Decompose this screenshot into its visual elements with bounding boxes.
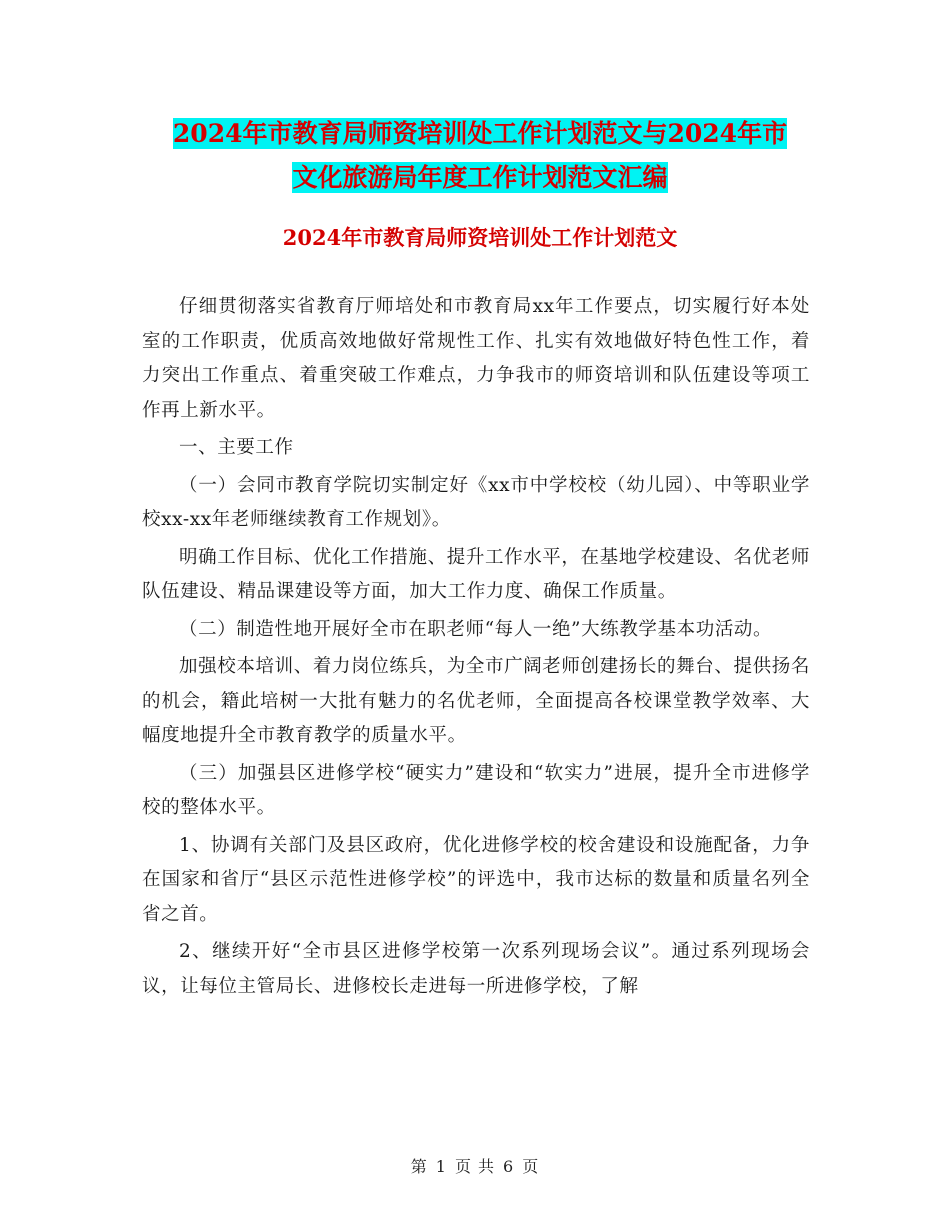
paragraph: 仔细贯彻落实省教育厅师培处和市教育局xx年工作要点，切实履行好本处室的工作职责，优质高效地做好常规性工作、扎实有效地做好特色性工作，着力突出工作重点、着重突破工作难点，力争我市的师资培训和队伍建设等项工作再上新水平。 <box>142 296 810 421</box>
footer-suffix: 页 <box>522 1157 540 1176</box>
paragraph: （二）制造性地开展好全市在职老师“每人一绝”大练教学基本功活动。 <box>179 618 773 640</box>
paragraph: 一、主要工作 <box>179 437 294 458</box>
paragraph: （三）加强县区进修学校“硬实力”建设和“软实力”进展，提升全市进修学校的整体水平。 <box>142 762 810 818</box>
footer-total-pages: 6 <box>503 1157 515 1176</box>
document-body <box>142 290 810 1007</box>
footer-current-page: 1 <box>435 1157 447 1176</box>
page-footer <box>0 1154 950 1177</box>
paragraph: （一）会同市教育学院切实制定好《xx市中学校校（幼儿园）、中等职业学校xx-xx年老师继续教育工作规划》。 <box>142 474 810 530</box>
document-title-line-2: 文化旅游局年度工作计划范文汇编 <box>292 163 668 192</box>
paragraph: 2、继续开好“全市县区进修学校第一次系列现场会议”。通过系列现场会议，让每位主管局长、进修校长走进每一所进修学校，了解 <box>142 941 810 997</box>
document-title <box>140 112 820 200</box>
footer-middle: 页 共 <box>454 1157 496 1176</box>
paragraph: 加强校本培训、着力岗位练兵，为全市广阔老师创建扬长的舞台、提供扬名的机会，籍此培树一大批有魅力的名优老师，全面提高各校课堂教学效率、大幅度地提升全市教育教学的质量水平。 <box>142 656 810 746</box>
document-title-line-1: 2024年市教育局师资培训处工作计划范文与2024年市 <box>172 119 788 148</box>
paragraph: 明确工作目标、优化工作措施、提升工作水平，在基地学校建设、名优老师队伍建设、精品课建设等方面，加大工作力度、确保工作质量。 <box>142 546 810 602</box>
section-title: 2024年市教育局师资培训处工作计划范文 <box>282 225 678 250</box>
paragraph: 1、协调有关部门及县区政府，优化进修学校的校舍建设和设施配备，力争在国家和省厅“县区示范性进修学校”的评选中，我市达标的数量和质量名列全省之首。 <box>142 834 810 925</box>
footer-prefix: 第 <box>410 1157 428 1176</box>
